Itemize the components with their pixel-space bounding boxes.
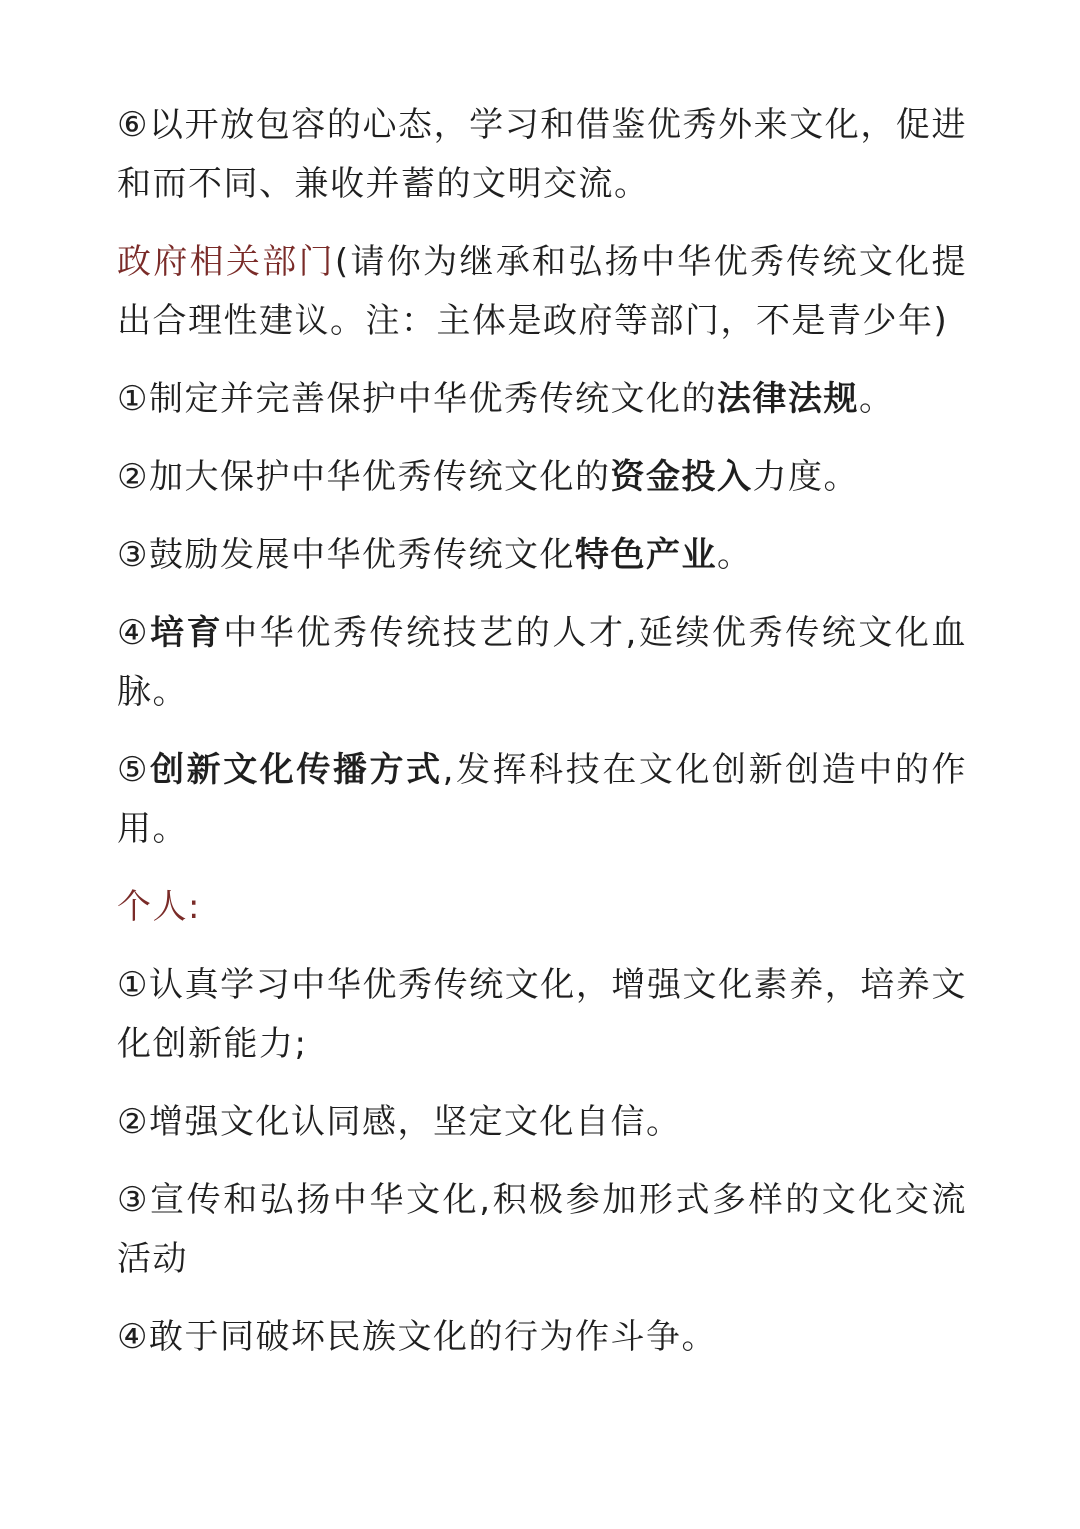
top-item-6 — [117, 96, 967, 214]
government-note: (请你为继承和弘扬中华优秀传统文化提出合理性建议。注：主体是政府等部门，不是青少年) — [117, 242, 968, 341]
individual-heading: 个人: — [117, 887, 201, 927]
government-item-2 — [117, 448, 967, 507]
government-item-1-emphasis: 法律法规 — [716, 379, 859, 419]
government-item-4-emphasis: 培育 — [150, 613, 224, 653]
government-item-2-suffix: 力度。 — [752, 457, 859, 497]
government-item-4 — [117, 604, 967, 722]
government-item-3-emphasis: 特色产业 — [574, 535, 717, 575]
government-item-5-prefix: ⑤ — [117, 750, 151, 790]
individual-item-1 — [117, 956, 967, 1074]
government-item-3 — [117, 526, 967, 585]
top-item-6-text: ⑥以开放包容的心态，学习和借鉴优秀外来文化，促进和而不同、兼收并蓄的文明交流。 — [117, 105, 967, 204]
individual-item-2 — [117, 1093, 967, 1152]
government-item-1-prefix: ①制定并完善保护中华优秀传统文化的 — [117, 379, 717, 419]
government-item-3-prefix: ③鼓励发展中华优秀传统文化 — [117, 535, 575, 575]
government-item-4-suffix: 中华优秀传统技艺的人才,延续优秀传统文化血脉。 — [117, 613, 968, 712]
government-item-2-emphasis: 资金投入 — [610, 457, 753, 497]
government-item-1-suffix: 。 — [858, 379, 895, 419]
individual-item-2-text: ②增强文化认同感，坚定文化自信。 — [117, 1102, 682, 1142]
government-item-5-suffix: ,发挥科技在文化创新创造中的作用。 — [117, 750, 967, 849]
government-heading: 政府相关部门 — [117, 242, 335, 282]
government-section-heading — [117, 233, 967, 351]
content-column — [117, 96, 967, 1386]
government-item-5 — [117, 741, 967, 859]
individual-item-4 — [117, 1308, 967, 1367]
government-item-4-prefix: ④ — [117, 613, 151, 653]
individual-item-4-text: ④敢于同破坏民族文化的行为作斗争。 — [117, 1317, 717, 1357]
individual-item-3-text: ③宣传和弘扬中华文化,积极参加形式多样的文化交流活动 — [117, 1180, 967, 1279]
government-item-2-prefix: ②加大保护中华优秀传统文化的 — [117, 457, 611, 497]
government-item-5-emphasis: 创新文化传播方式 — [150, 750, 443, 790]
individual-section-heading — [117, 878, 967, 937]
government-item-3-suffix: 。 — [716, 535, 753, 575]
government-item-1 — [117, 370, 967, 429]
individual-item-1-text: ①认真学习中华优秀传统文化，增强文化素养，培养文化创新能力; — [117, 965, 967, 1064]
individual-item-3 — [117, 1171, 967, 1289]
